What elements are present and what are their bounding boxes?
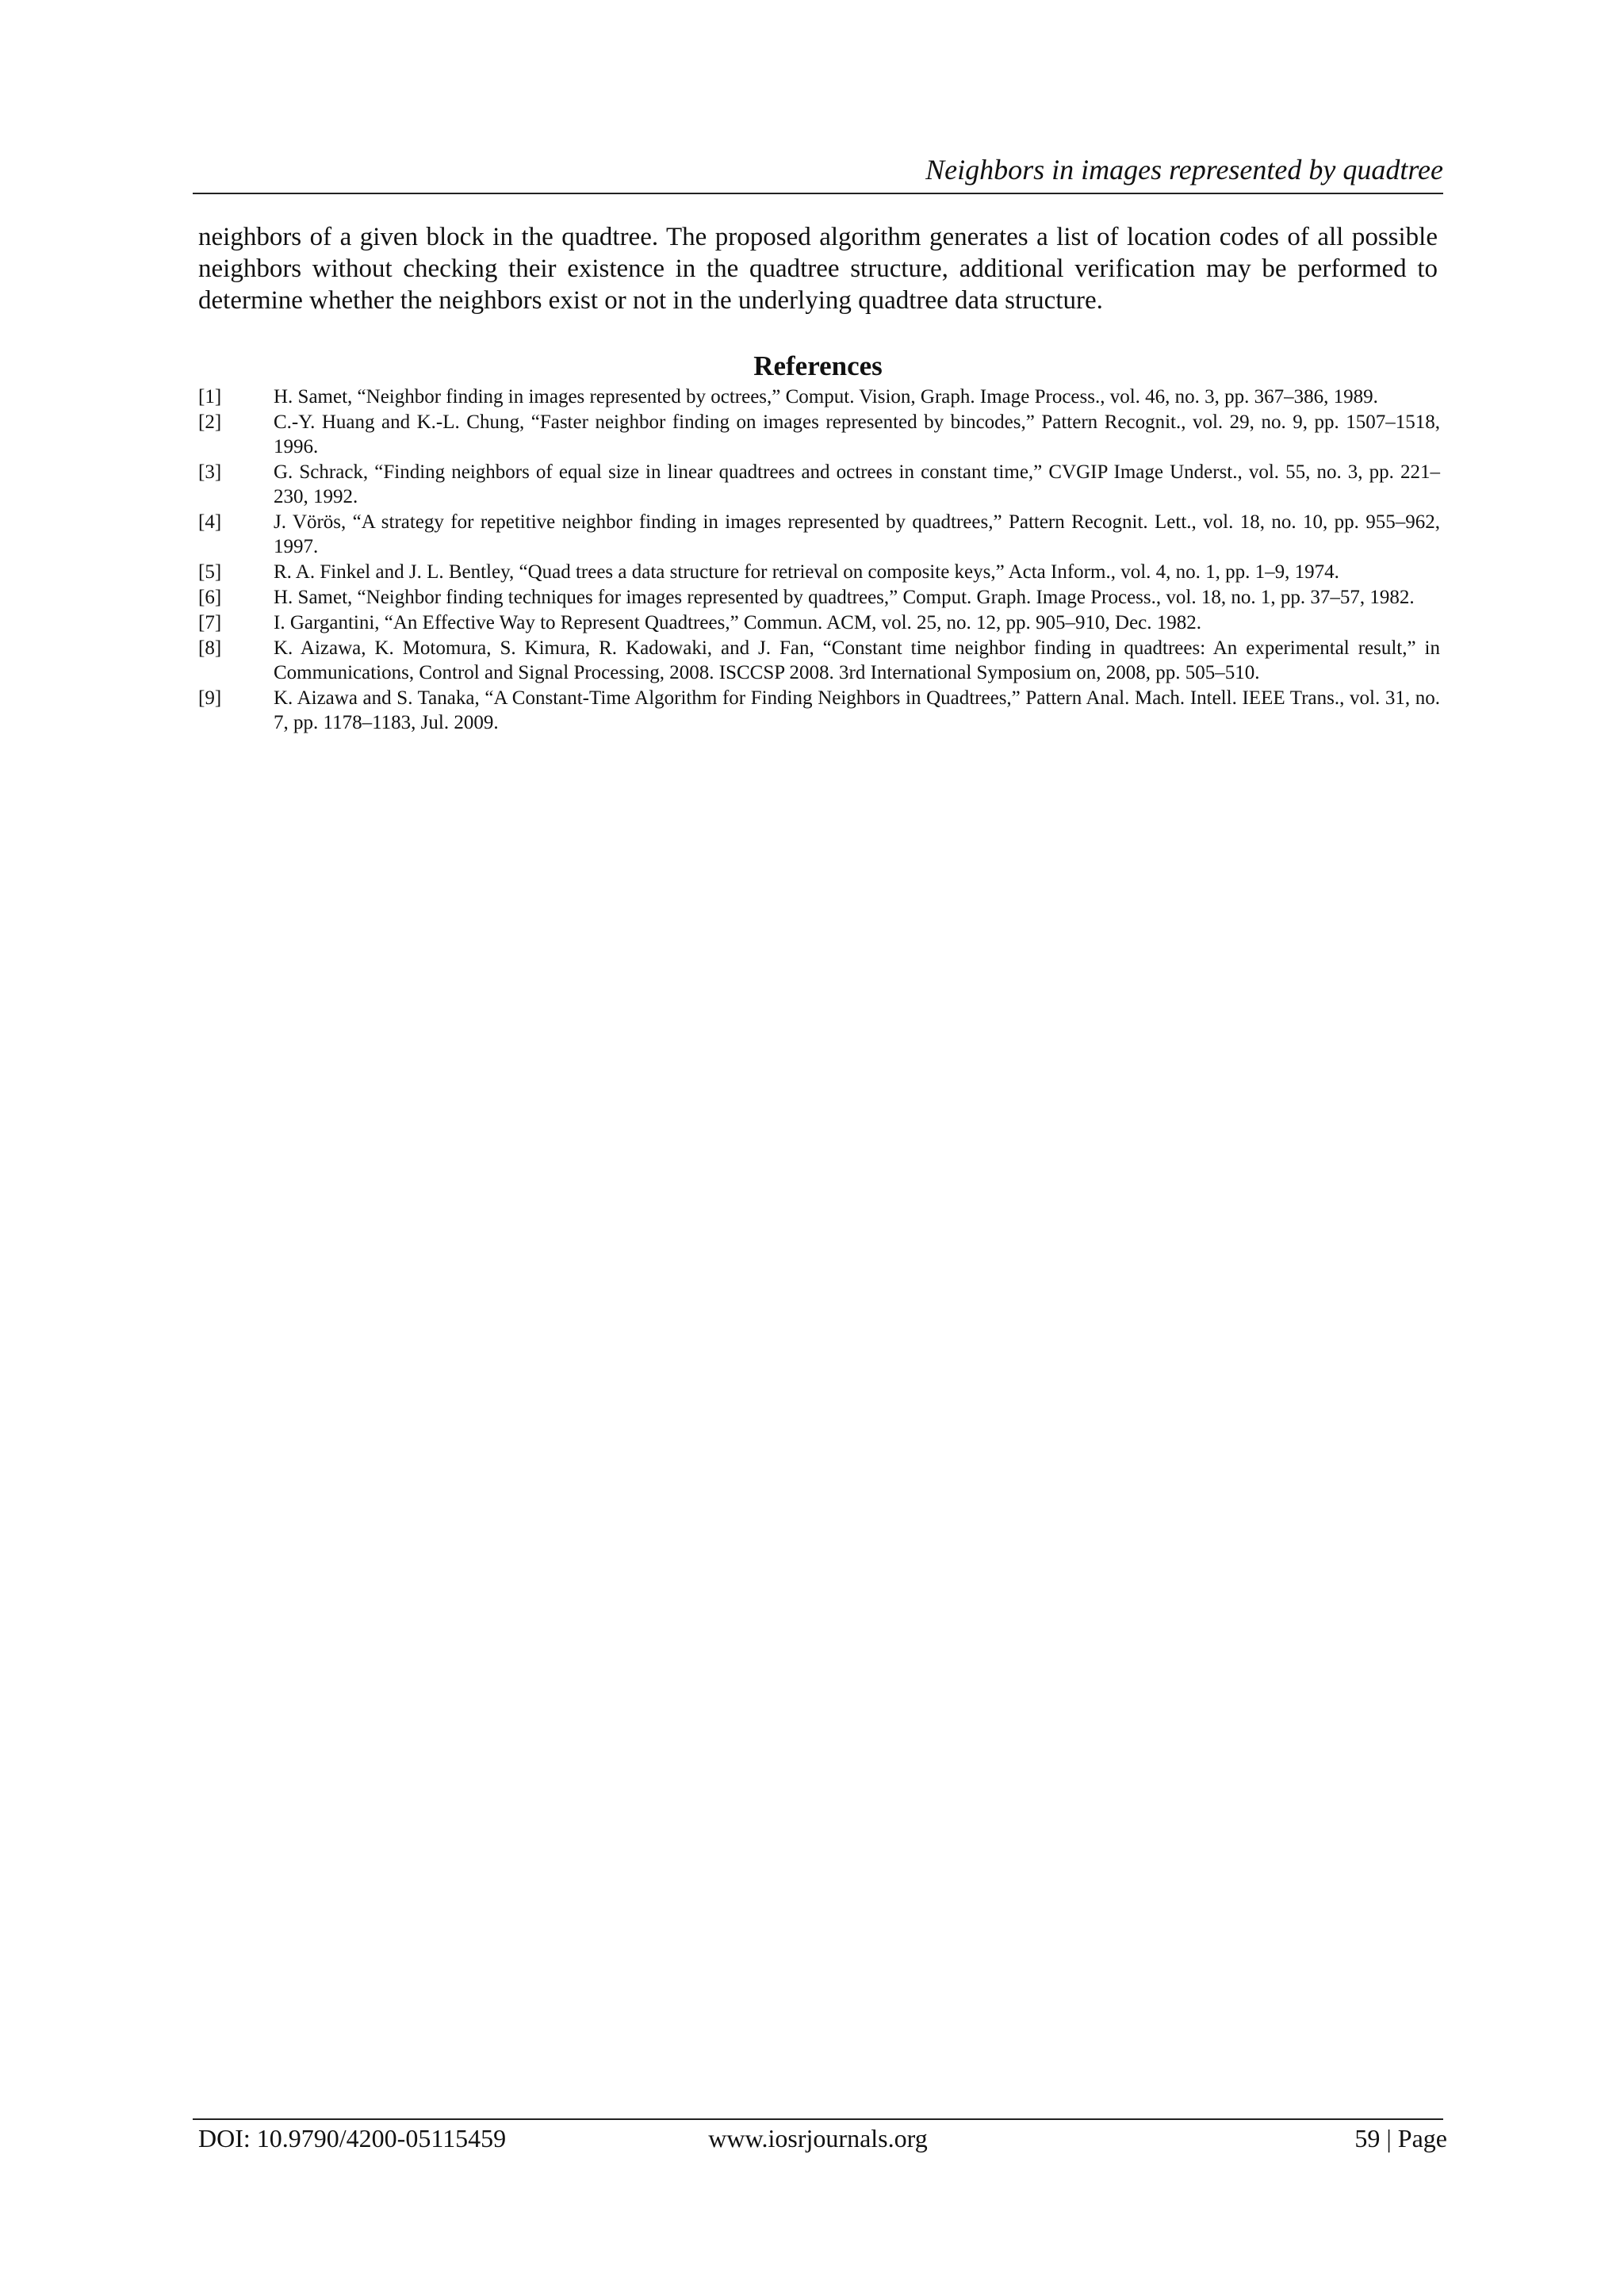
reference-number: [4] xyxy=(198,511,222,533)
reference-item xyxy=(198,686,1440,735)
reference-item xyxy=(198,636,1440,685)
reference-text: I. Gargantini, “An Effective Way to Represent Quadtrees,” Commun. ACM, vol. 25, no. 12, pp. 905–910, Dec. 1982. xyxy=(274,612,1202,633)
reference-text: K. Aizawa, K. Motomura, S. Kimura, R. Kadowaki, and J. Fan, “Constant time neighbor finding in quadtrees: An experimental result,” in Communications, Control and Signal Processing, 2008. ISCCSP 2008. 3rd International Symposium on, 2008, pp. 505–510. xyxy=(274,637,1440,683)
reference-text: G. Schrack, “Finding neighbors of equal size in linear quadtrees and octrees in constant time,” CVGIP Image Underst., vol. 55, no. 3, pp. 221–230, 1992. xyxy=(274,461,1440,507)
reference-text: R. A. Finkel and J. L. Bentley, “Quad trees a data structure for retrieval on composite keys,” Acta Inform., vol. 4, no. 1, pp. 1–9, 1974. xyxy=(274,561,1339,583)
reference-item xyxy=(198,410,1440,459)
reference-number: [3] xyxy=(198,461,222,483)
reference-text: H. Samet, “Neighbor finding in images represented by octrees,” Comput. Vision, Graph. Image Process., vol. 46, no. 3, pp. 367–386, 1989. xyxy=(274,386,1378,408)
body-paragraph: neighbors of a given block in the quadtree. The proposed algorithm generates a list of location codes of all possible neighbors without checking their existence in the quadtree structure, additional verification may be performed to determine whether the neighbors exist or not in the underlying quadtree data structure. xyxy=(198,223,1438,315)
references-heading: References xyxy=(753,350,883,381)
reference-number: [9] xyxy=(198,687,222,709)
reference-number: [1] xyxy=(198,386,222,408)
running-header-title: Neighbors in images represented by quadtree xyxy=(925,154,1443,186)
reference-text: J. Vörös, “A strategy for repetitive neighbor finding in images represented by quadtrees,” Pattern Recognit. Lett., vol. 18, no. 10, pp. 955–962, 1997. xyxy=(274,511,1440,557)
footer-website: www.iosrjournals.org xyxy=(708,2124,928,2152)
reference-item xyxy=(198,560,1440,584)
reference-text: K. Aizawa and S. Tanaka, “A Constant-Time Algorithm for Finding Neighbors in Quadtrees,” Pattern Anal. Mach. Intell. IEEE Trans., vol. 31, no. 7, pp. 1178–1183, Jul. 2009. xyxy=(274,687,1440,733)
reference-text: C.-Y. Huang and K.-L. Chung, “Faster neighbor finding on images represented by bincodes,” Pattern Recognit., vol. 29, no. 9, pp. 1507–1518, 1996. xyxy=(274,411,1440,457)
reference-item xyxy=(198,585,1440,610)
header-rule xyxy=(193,193,1443,194)
footer-page-number: 59 | Page xyxy=(1354,2124,1447,2152)
reference-item xyxy=(198,510,1440,559)
reference-list xyxy=(198,385,1440,736)
footer-doi: DOI: 10.9790/4200-05115459 xyxy=(198,2124,507,2152)
reference-number: [2] xyxy=(198,411,222,433)
reference-item xyxy=(198,385,1440,409)
reference-number: [5] xyxy=(198,561,222,583)
reference-text: H. Samet, “Neighbor finding techniques for images represented by quadtrees,” Comput. Graph. Image Process., vol. 18, no. 1, pp. 37–57, 1982. xyxy=(274,587,1415,608)
reference-item xyxy=(198,460,1440,509)
footer-rule xyxy=(193,2118,1443,2120)
reference-number: [7] xyxy=(198,612,222,633)
reference-number: [6] xyxy=(198,587,222,608)
reference-item xyxy=(198,610,1440,635)
reference-number: [8] xyxy=(198,637,222,659)
page-footer xyxy=(193,2121,1447,2156)
